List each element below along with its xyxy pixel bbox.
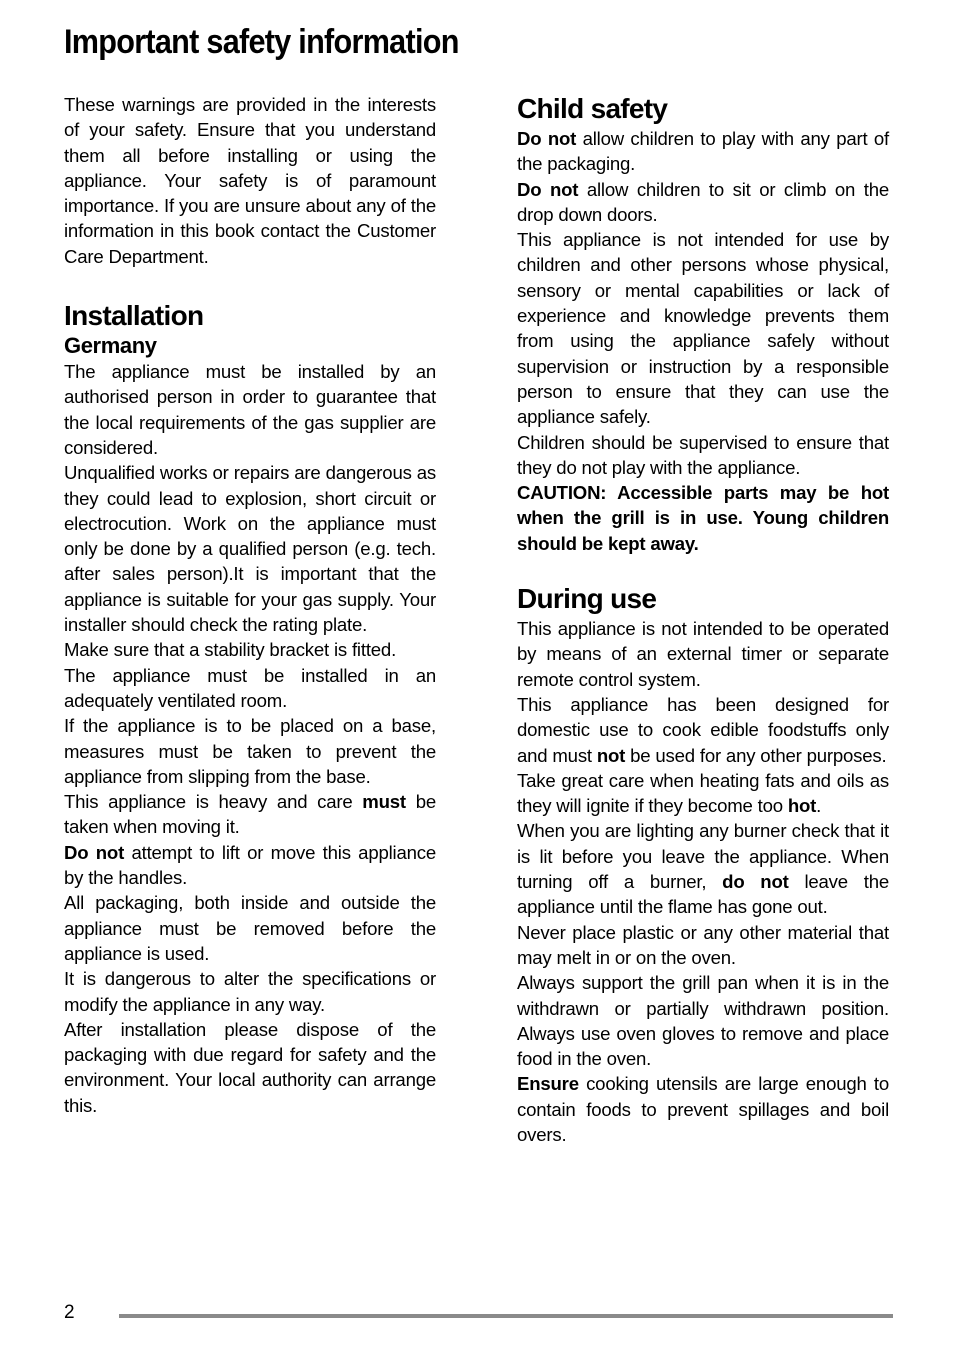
during-use-paragraph-1: This appliance is not intended to be operated by means of an external timer or separate remote control system. <box>517 618 889 690</box>
during-use-paragraph-2 <box>517 692 889 768</box>
emphasis-do-not: Do not <box>517 178 579 200</box>
emphasis-hot: hot <box>787 795 817 817</box>
text-span: be used for any other purposes. <box>625 744 887 766</box>
emphasis-ensure: Ensure <box>517 1073 579 1095</box>
text-span: . <box>816 795 822 817</box>
caution-notice: CAUTION: Accessible parts may be hot when the grill is in use. Young children should be kept away. <box>517 482 889 554</box>
footer-rule <box>119 1314 893 1318</box>
text-span: This appliance has been designed for domestic use to cook edible foodstuffs only and must <box>517 693 889 766</box>
emphasis-not: not <box>596 744 626 766</box>
text-span: be taken when moving it. <box>64 791 436 838</box>
child-safety-heading: Child safety <box>517 93 668 124</box>
during-use-paragraph-4 <box>517 818 889 919</box>
emphasis-must: must <box>362 791 406 813</box>
right-column <box>517 92 889 1147</box>
installation-paragraph-8: All packaging, both inside and outside the appliance must be removed before the appliance is used. <box>64 892 436 964</box>
emphasis-do-not: Do not <box>517 128 577 149</box>
installation-paragraph-2: Unqualified works or repairs are dangerous as they could lead to explosion, short circuit or electrocution. Work on the appliance must only be done by a qualified person (e.g. tech. after sales person).It is important that the appliance is suitable for your gas supply. Your installer should check the rating plate. <box>64 462 436 636</box>
text-span: allow children to sit or climb on the drop down doors. <box>517 178 889 225</box>
installation-heading: Installation <box>64 300 204 332</box>
child-safety-paragraph-3: This appliance is not intended for use by children and other persons whose physical, sensory or mental capabilities or lack of experience and knowledge prevents them from using the appliance safely without supervision or instruction by a responsible person to ensure that they can use the appliance safely. <box>517 229 889 428</box>
text-span: allow children to play with any part of the packaging. <box>517 128 889 175</box>
germany-subheading: Germany <box>64 333 157 359</box>
text-span: attempt to lift or move this appliance by the handles. <box>64 841 436 889</box>
during-use-heading: During use <box>517 583 657 615</box>
text-span: cooking utensils are large enough to contain foods to prevent spillages and boil overs. <box>517 1073 889 1145</box>
during-use-paragraph-7 <box>517 1071 889 1147</box>
text-span: When you are lighting any burner check that it is lit before you leave the appliance. When turning off a burner, <box>517 820 889 893</box>
installation-paragraph-6 <box>64 789 436 840</box>
child-safety-paragraph-1 <box>517 126 889 177</box>
during-use-paragraph-6: Always support the grill pan when it is in the withdrawn or partially withdrawn position. Always use oven gloves to remove and place food in the oven. <box>517 972 889 1070</box>
intro-paragraph: These warnings are provided in the interests of your safety. Ensure that you understand them all before installing or using the appliance. Your safety is of paramount importance. If you are unsure about any of the information in this book contact the Customer Care Department. <box>64 94 436 267</box>
text-span: leave the appliance until the flame has gone out. <box>517 871 889 918</box>
page-title: Important safety information <box>64 23 459 61</box>
left-column <box>64 92 436 1118</box>
installation-paragraph-1: The appliance must be installed by an authorised person in order to guarantee that the local requirements of the gas supplier are considered. <box>64 361 436 458</box>
child-safety-paragraph-4: Children should be supervised to ensure that they do not play with the appliance. <box>517 431 889 478</box>
child-safety-paragraph-2 <box>517 177 889 228</box>
installation-paragraph-4: The appliance must be installed in an adequately ventilated room. <box>64 664 436 711</box>
during-use-paragraph-5: Never place plastic or any other material that may melt in or on the oven. <box>517 921 889 968</box>
emphasis-do-not: do not <box>722 871 789 893</box>
page-number: 2 <box>64 1302 75 1323</box>
installation-paragraph-7 <box>64 840 436 891</box>
emphasis-do-not: Do not <box>64 841 125 863</box>
during-use-paragraph-3 <box>517 768 889 819</box>
installation-paragraph-3: Make sure that a stability bracket is fitted. <box>64 639 397 661</box>
text-span: This appliance is heavy and care <box>64 791 363 813</box>
installation-paragraph-9: It is dangerous to alter the specifications or modify the appliance in any way. <box>64 968 436 1015</box>
installation-paragraph-5: If the appliance is to be placed on a base, measures must be taken to prevent the appliance from slipping from the base. <box>64 715 436 787</box>
installation-paragraph-10: After installation please dispose of the packaging with due regard for safety and the environment. Your local authority can arrange this. <box>64 1018 436 1116</box>
text-span: Take great care when heating fats and oils as they will ignite if they become too <box>517 769 889 817</box>
